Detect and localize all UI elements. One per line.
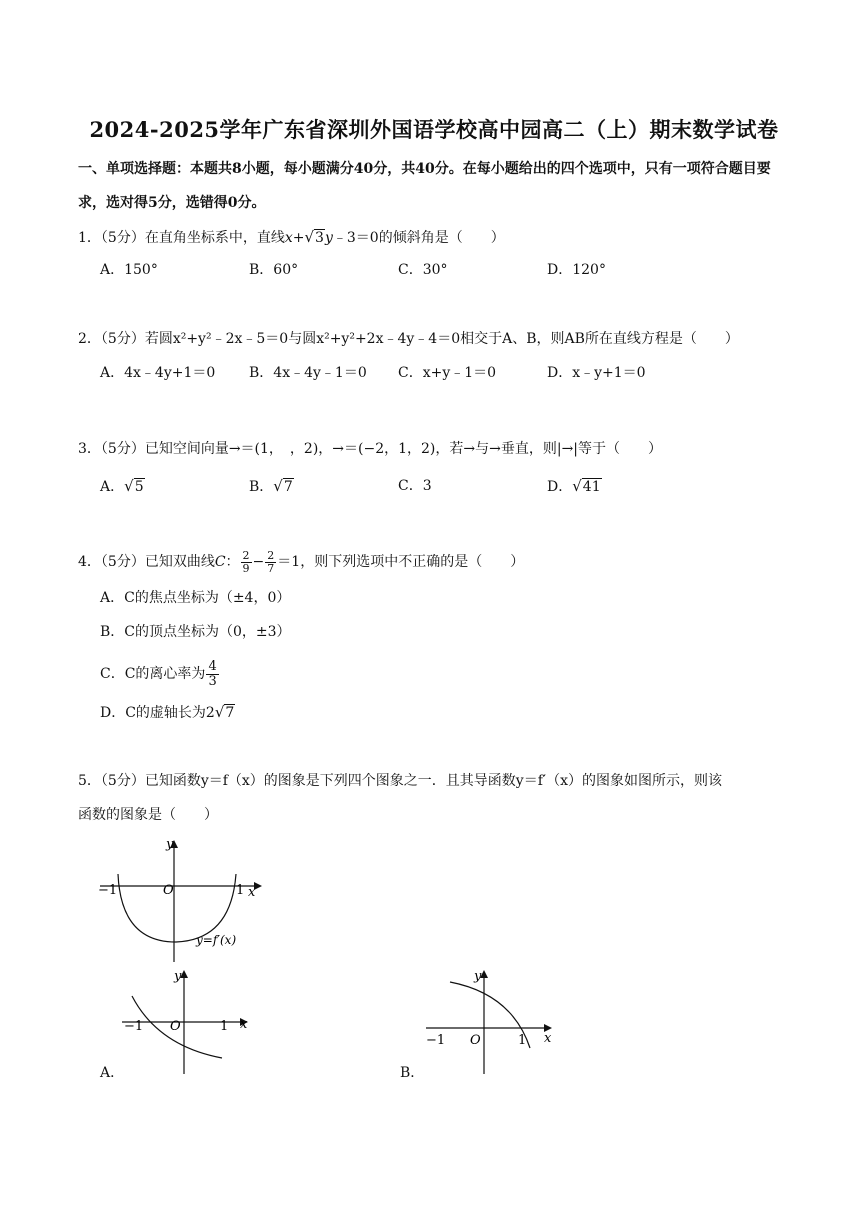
q2-option-d[interactable]: D．x﹣y+1＝0	[547, 365, 646, 381]
graph-x-label: x	[544, 1031, 552, 1046]
question-5-line-1: 5．（5分）已知函数y＝f（x）的图象是下列四个图象之一．且其导函数y＝f′（x）的图象如图所示，则该	[78, 773, 722, 789]
graph-1-label: 1	[518, 1033, 527, 1048]
q1-option-c[interactable]: C．30°	[398, 262, 448, 278]
graph-x-label: x	[240, 1017, 248, 1032]
question-4	[78, 545, 524, 723]
graph-y-label: y	[474, 969, 482, 984]
question-1	[78, 226, 696, 281]
q1-y: y	[324, 230, 333, 246]
graph-neg1-label: −1	[426, 1033, 446, 1048]
question-3-stem: 3．（5分）已知空间向量→＝(1， ，2)，→＝(−2，1，2)，若→与→垂直，则|→|等于（ ）	[78, 441, 663, 457]
q3-option-a[interactable]: A．√5	[100, 477, 144, 495]
q1-option-b[interactable]: B．60°	[249, 262, 299, 278]
question-2	[78, 328, 739, 384]
graph-origin-label: O	[163, 883, 174, 898]
graph-y-label: y	[174, 969, 182, 984]
q5-option-b[interactable]: B．	[400, 1065, 425, 1081]
graph-x-label: x	[248, 885, 256, 900]
graph-neg1-label: −1	[124, 1019, 144, 1034]
graph-neg1-label: −1	[98, 883, 118, 898]
q4-fraction-1: $\frac{2}{9}$	[242, 548, 250, 575]
question-4-stem: 4．（5分）已知双曲线C： $\frac{2}{9}$ − $\frac{2}{7}$ ＝1，则下列选项中不正确的是（ ）	[78, 548, 525, 575]
graph-1-label: 1	[236, 883, 245, 898]
question-2-stem: 2．（5分）若圆x²+y²﹣2x﹣5＝0与圆x²+y²+2x﹣4y﹣4＝0相交于A、B，则AB所在直线方程是（ ）	[78, 331, 739, 347]
q4-option-a[interactable]: A．C的焦点坐标为（±4，0）	[100, 590, 291, 606]
graph-1-label: 1	[220, 1019, 229, 1034]
q3-option-c[interactable]: C．3	[398, 478, 432, 494]
derivative-graph	[96, 836, 266, 966]
q2-option-b[interactable]: B．4x﹣4y﹣1＝0	[249, 365, 367, 381]
graph-origin-label: O	[470, 1033, 481, 1048]
q4-fraction-2: $\frac{2}{7}$	[267, 548, 275, 575]
section-heading: 一、单项选择题：本题共8小题，每小题满分40分，共40分。在每小题给出的四个选项中，只有一项符合题目要求，选对得5分，选错得0分。	[78, 161, 771, 211]
q5-option-a-graph	[120, 966, 260, 1076]
question-5-line-2: 函数的图象是（ ）	[78, 807, 218, 823]
q3-option-b[interactable]: B．√7	[249, 477, 293, 495]
q1-rest: ﹣3＝0的倾斜角是（ ）	[332, 230, 505, 246]
graph-curve-label: y=f′(x)	[196, 933, 237, 947]
q4-option-b[interactable]: B．C的顶点坐标为（0，±3）	[100, 624, 291, 640]
graph-y-label: y	[166, 837, 174, 852]
q2-option-a[interactable]: A．4x﹣4y+1＝0	[100, 365, 216, 381]
q4-option-c[interactable]: C．C的离心率为 $\frac{4}{3}$	[100, 658, 217, 689]
question-5	[78, 770, 722, 826]
graph-origin-label: O	[170, 1019, 181, 1034]
derivative-curve	[118, 874, 236, 942]
q3-option-d[interactable]: D．√41	[547, 477, 601, 495]
question-1-stem	[78, 226, 696, 248]
q1-option-d[interactable]: D．120°	[547, 262, 606, 278]
q5-option-b-graph	[420, 966, 560, 1076]
q1-x: x	[284, 230, 293, 246]
q1-plus: +	[292, 230, 305, 246]
q5-option-a[interactable]: A．	[100, 1065, 125, 1081]
q4-option-d[interactable]: D．C的虚轴长为2√7	[100, 703, 235, 721]
q1-option-a[interactable]: A．150°	[100, 262, 158, 278]
question-3	[78, 438, 696, 497]
q2-option-c[interactable]: C．x+y﹣1＝0	[398, 365, 497, 381]
q1-prefix: 1．（5分）在直角坐标系中，直线	[78, 230, 285, 246]
q1-sqrt: √3	[304, 228, 324, 246]
page-title: 2024-2025学年广东省深圳外国语学校高中园高二（上）期末数学试卷	[89, 117, 779, 142]
